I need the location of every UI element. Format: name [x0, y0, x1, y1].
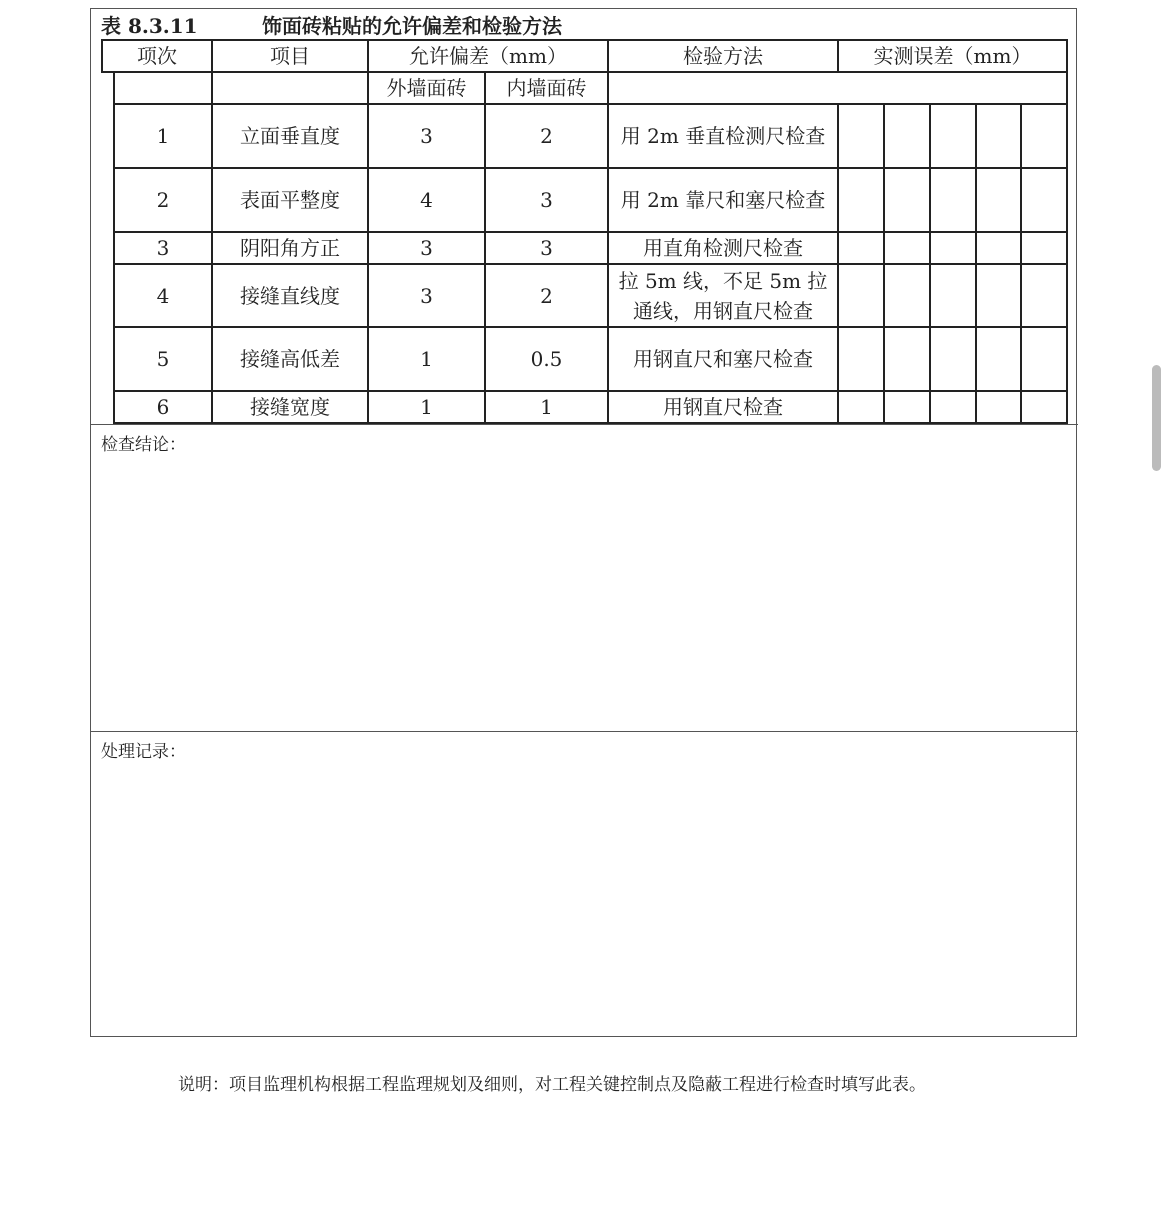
row-number: 3	[113, 231, 213, 265]
row-method: 用钢直尺和塞尺检查	[607, 326, 839, 392]
header-method: 检验方法	[607, 39, 839, 73]
row-inner-tolerance: 2	[484, 103, 609, 169]
row-number: 5	[113, 326, 213, 392]
row-number: 2	[113, 167, 213, 233]
row-outer-tolerance: 1	[367, 326, 486, 392]
measured-error-cell	[837, 167, 885, 233]
header-outer-wall: 外墙面砖	[367, 71, 486, 105]
measured-error-cell	[837, 326, 885, 392]
conclusion-label: 检查结论：	[101, 435, 186, 455]
row-item: 表面平整度	[211, 167, 369, 233]
header-item: 项目	[211, 39, 369, 73]
row-outer-tolerance: 3	[367, 263, 486, 328]
measured-error-cell	[929, 390, 977, 424]
row-outer-tolerance: 4	[367, 167, 486, 233]
measured-error-cell	[929, 231, 977, 265]
measured-error-cell	[837, 263, 885, 328]
row-method: 用 2m 垂直检测尺检查	[607, 103, 839, 169]
measured-error-cell	[837, 390, 885, 424]
table-title: 饰面砖粘贴的允许偏差和检验方法	[262, 14, 562, 38]
row-number: 1	[113, 103, 213, 169]
measured-error-cell	[929, 103, 977, 169]
table-number: 表 8.3.11	[101, 14, 198, 38]
measured-error-cell	[1020, 263, 1068, 328]
row-item: 接缝高低差	[211, 326, 369, 392]
measured-error-cell	[975, 103, 1022, 169]
header-measured: 实测误差（mm）	[837, 39, 1068, 73]
measured-error-cell	[883, 263, 931, 328]
row-inner-tolerance: 0.5	[484, 326, 609, 392]
row-inner-tolerance: 3	[484, 167, 609, 233]
row-item: 接缝宽度	[211, 390, 369, 424]
measured-error-cell	[837, 103, 885, 169]
row-inner-tolerance: 3	[484, 231, 609, 265]
measured-error-cell	[883, 390, 931, 424]
header-item-no: 项次	[101, 39, 213, 73]
row-item: 阴阳角方正	[211, 231, 369, 265]
row-number: 4	[113, 263, 213, 328]
measured-error-cell	[1020, 390, 1068, 424]
measured-error-cell	[975, 231, 1022, 265]
row-method: 用钢直尺检查	[607, 390, 839, 424]
row-method: 用直角检测尺检查	[607, 231, 839, 265]
measured-error-cell	[883, 167, 931, 233]
row-item: 立面垂直度	[211, 103, 369, 169]
header-blank	[113, 71, 213, 105]
header-tolerance: 允许偏差（mm）	[367, 39, 609, 73]
header-blank	[607, 71, 1068, 105]
row-inner-tolerance: 1	[484, 390, 609, 424]
row-method: 用 2m 靠尺和塞尺检查	[607, 167, 839, 233]
row-number: 6	[113, 390, 213, 424]
scrollbar-thumb[interactable]	[1152, 365, 1161, 471]
divider	[90, 424, 1078, 425]
measured-error-cell	[883, 231, 931, 265]
measured-error-cell	[1020, 326, 1068, 392]
measured-error-cell	[975, 390, 1022, 424]
measured-error-cell	[883, 103, 931, 169]
header-blank	[211, 71, 369, 105]
measured-error-cell	[837, 231, 885, 265]
measured-error-cell	[1020, 103, 1068, 169]
measured-error-cell	[975, 326, 1022, 392]
row-item: 接缝直线度	[211, 263, 369, 328]
measured-error-cell	[1020, 167, 1068, 233]
measured-error-cell	[883, 326, 931, 392]
measured-error-cell	[975, 263, 1022, 328]
record-label: 处理记录：	[101, 742, 186, 762]
measured-error-cell	[975, 167, 1022, 233]
measured-error-cell	[929, 263, 977, 328]
measured-error-cell	[929, 326, 977, 392]
row-method: 拉 5m 线，不足 5m 拉通线，用钢直尺检查	[607, 263, 839, 328]
row-inner-tolerance: 2	[484, 263, 609, 328]
row-outer-tolerance: 3	[367, 231, 486, 265]
row-outer-tolerance: 1	[367, 390, 486, 424]
note-text: 说明：项目监理机构根据工程监理规划及细则，对工程关键控制点及隐蔽工程进行检查时填写此表。	[178, 1075, 926, 1095]
divider	[90, 731, 1078, 732]
row-outer-tolerance: 3	[367, 103, 486, 169]
header-inner-wall: 内墙面砖	[484, 71, 609, 105]
measured-error-cell	[1020, 231, 1068, 265]
measured-error-cell	[929, 167, 977, 233]
